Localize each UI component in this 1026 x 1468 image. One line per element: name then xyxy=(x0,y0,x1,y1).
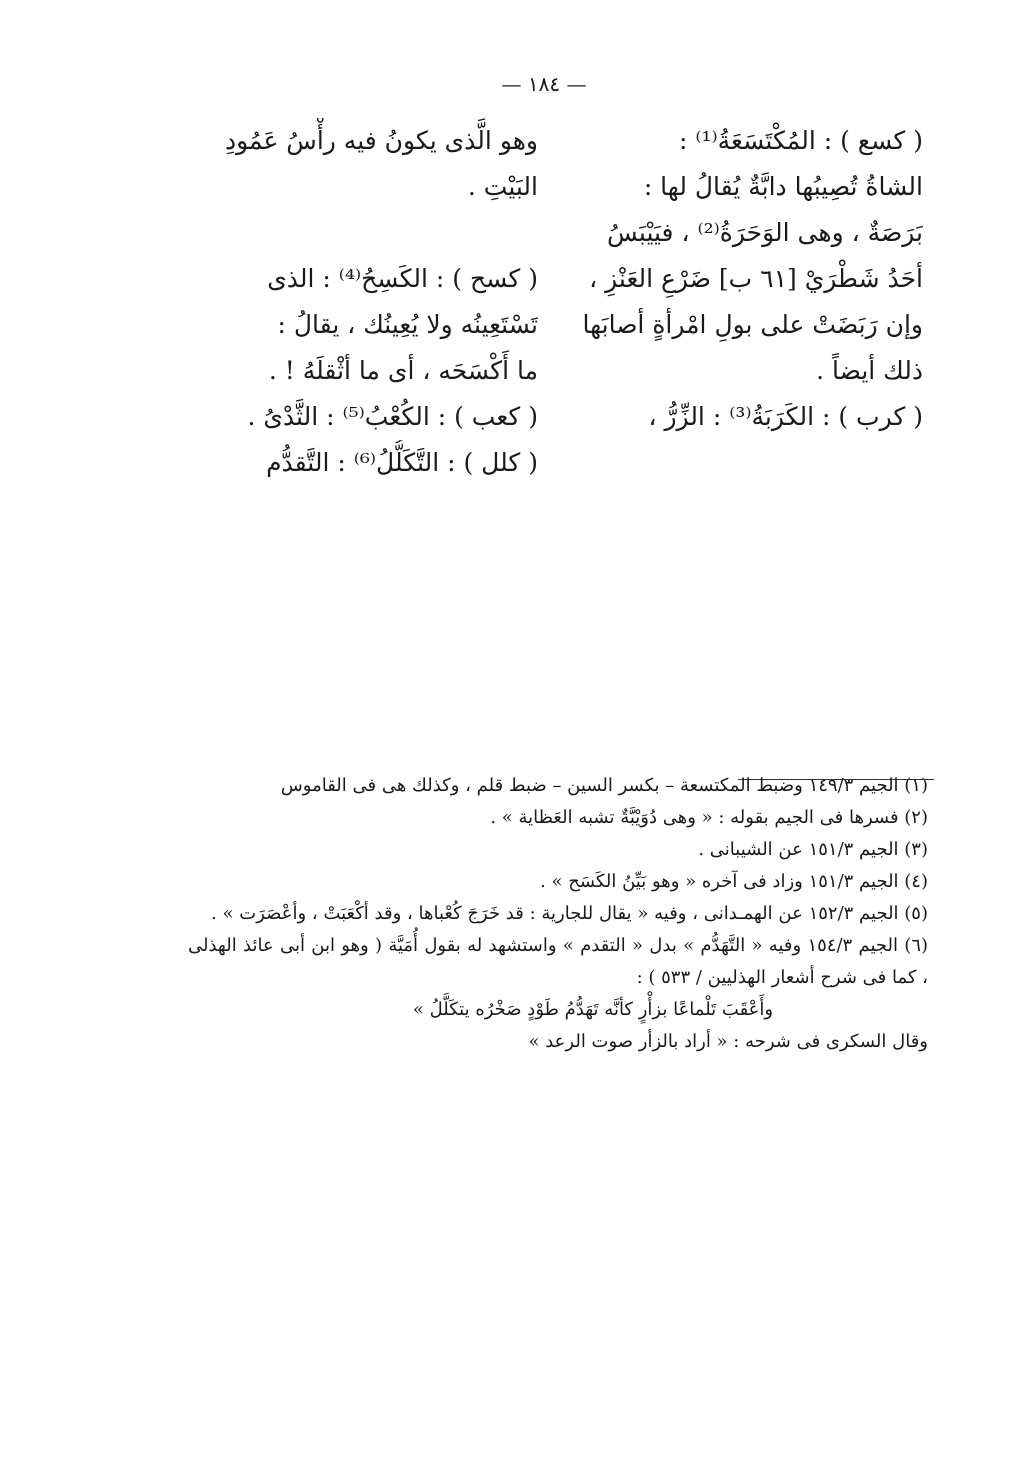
footnote: (١) الجيم ١٤٩/٣ وضبط المكتسعة – بكسر السين – ضبط قلم ، وكذلك هى فى القاموس xyxy=(280,775,928,796)
blank-line xyxy=(188,210,538,256)
footnote: (٦) الجيم ١٥٤/٣ وفيه « التَّهَدُّم » بدل « التقدم » واستشهد له بقول أُمَيَّة ( وهو ابن أبى عائذ الهذلى ، كما فى شرح أشعار الهذليين / ٥٣٣ ) : xyxy=(188,935,929,988)
text-line: البَيْتِ . xyxy=(467,172,538,201)
footnote: (٤) الجيم ١٥١/٣ وزاد فى آخره « وهو بَيِّنُ الكَسَح » . xyxy=(540,871,928,892)
left-column xyxy=(188,118,538,486)
footnote-closing: وقال السكرى فى شرحه : « أراد بالزأر صوت الرعد » xyxy=(528,1031,928,1052)
text-line: تَسْتَعِينُه ولا يُعِينُك ، يقالُ : xyxy=(277,310,538,339)
text-line: ذلك أيضاً . xyxy=(816,356,923,385)
text-line: الشاةُ تُصِيبُها دابَّةٌ يُقالُ لها : xyxy=(643,172,923,201)
text-line: وإن رَبَضَتْ على بولِ امْرأةٍ أصابَها xyxy=(582,310,923,339)
footnote: (٣) الجيم ١٥١/٣ عن الشيبانى . xyxy=(698,839,928,860)
footnote: (٥) الجيم ١٥٢/٣ عن الهمـدانى ، وفيه « يقال للجارية : قد خَرَجَ كُعْباها ، وقد أكْعَبَتْ ، وأعْصَرَت » . xyxy=(211,903,928,924)
text-line: وهو الَّذى يكونُ فيه رأْسُ عَمُودِ xyxy=(224,126,538,155)
text-line: ما أَكْسَحَه ، أى ما أثْقلَهُ ! . xyxy=(268,356,538,385)
verse-line: وأَعْقَبَ تَلْماعًا بزأْرٍ كأنَّه تَهَدُّمُ طَوْدٍ صَخْرُه يتكَلَّلُ » xyxy=(412,999,774,1020)
text-line: ( كلل ) : التَّكَلُّلُ⁽⁶⁾ : التَّقدُّم xyxy=(266,448,538,477)
text-line: بَرَصَةٌ ، وهى الوَحَرَةُ⁽²⁾ ، فيَيْبَسُ xyxy=(607,218,923,247)
text-line: ( كسع ) : المُكْتَسَعَةُ⁽¹⁾ : xyxy=(678,126,923,155)
text-line: ( كرب ) : الكَرَبَةُ⁽³⁾ : الزِّرُّ ، xyxy=(648,402,923,431)
page-number: — ١٨٤ — xyxy=(501,72,587,96)
text-line: أحَدُ شَطْرَيْ [٦١ ب] ضَرْعِ العَنْزِ ، xyxy=(589,264,923,293)
right-column xyxy=(578,118,923,440)
footnotes xyxy=(188,770,928,1058)
text-line: ( كعب ) : الكُعْبُ⁽⁵⁾ : الثَّدْىُ . xyxy=(247,402,538,431)
text-line: ( كسح ) : الكَسِحُ⁽⁴⁾ : الذى xyxy=(267,264,538,293)
footnote: (٢) فسرها فى الجيم بقوله : « وهى دُوَيْبَّةٌ تشبه العَظاية » . xyxy=(490,807,928,828)
